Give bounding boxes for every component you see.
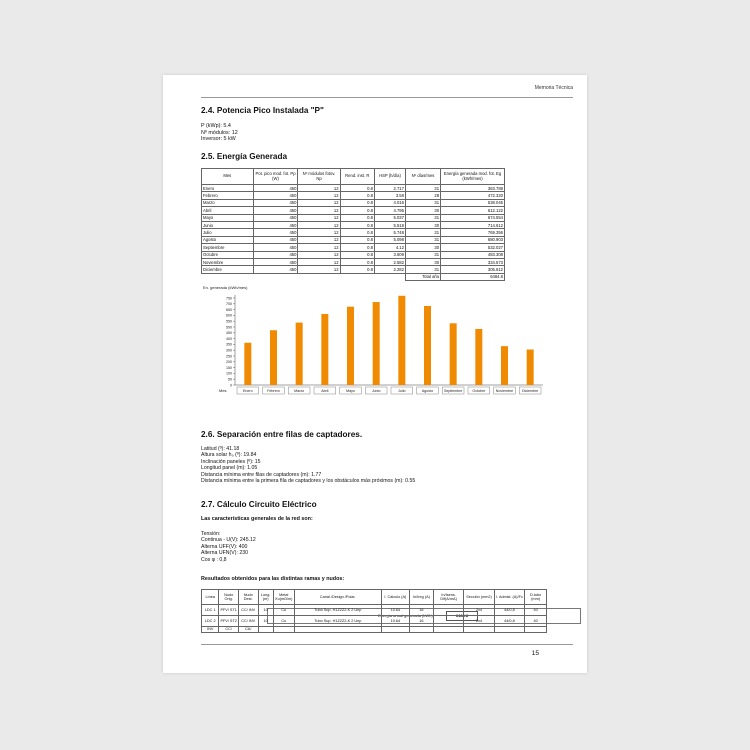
energy-table-cell: 450: [253, 251, 298, 258]
energy-table-cell: 305.612: [441, 266, 505, 273]
energy-table-cell: 680.903: [441, 236, 505, 243]
energy-table-cell: 12: [298, 244, 340, 251]
circuit-table-cell: [409, 627, 433, 633]
energy-table-cell: 12: [298, 258, 340, 265]
circuit-table-cell: CC/: [219, 627, 239, 633]
circuit-table-cell: [294, 627, 381, 633]
chart-bar: [450, 323, 457, 385]
power-line: P (kWp): 5.4: [201, 123, 231, 129]
energy-table-cell: 450: [253, 258, 298, 265]
x-tick-label: Junio: [371, 388, 381, 393]
y-tick-label: 400: [226, 336, 232, 341]
energy-table-cell: 31: [405, 266, 440, 273]
energy-table-cell: Mayo: [202, 214, 254, 221]
document-page: [163, 75, 587, 673]
circuit-table-header: Sección (mm2): [464, 590, 494, 605]
energy-table-cell: Diciembre: [202, 266, 254, 273]
energy-table-cell: 450: [253, 185, 298, 192]
energy-table-cell: 769.356: [441, 229, 505, 236]
x-tick-label: Marzo: [294, 388, 305, 393]
energy-table-row: [202, 244, 505, 251]
y-tick-label: 500: [226, 325, 232, 330]
energy-table-row: [202, 251, 505, 258]
x-tick-label: Enero: [243, 388, 253, 393]
y-tick-label: 0: [230, 383, 232, 388]
circuit-table-cell: [433, 616, 463, 627]
energy-table-cell: 12: [298, 207, 340, 214]
circuit-table-header: Metal Xu(mΩ/m): [273, 590, 294, 605]
chart-bar: [398, 296, 405, 385]
ac-uff-line: Alterna UFF(V): 400: [201, 543, 248, 550]
chart-bar: [270, 330, 277, 385]
energy-table-cell: Julio: [202, 229, 254, 236]
energy-table-cell: 12: [298, 192, 340, 199]
energy-table-cell: 450: [253, 192, 298, 199]
circuit-table-cell: [433, 627, 463, 633]
circuit-table-cell: 44/0,8: [494, 605, 524, 616]
energy-table-cell: 450: [253, 236, 298, 243]
y-tick-label: 250: [226, 354, 232, 359]
circuit-table-header: Nudo Orig.: [219, 590, 239, 605]
energy-table-cell: 12: [298, 214, 340, 221]
solar-height-line: Altura solar h₀ (º): 19.84: [201, 452, 257, 459]
circuit-table-header: In/Isens. Dif(A/mA): [433, 590, 463, 605]
y-tick-label: 550: [226, 319, 232, 324]
energy-table-row: [202, 221, 505, 228]
row-distance-line: Distancia mínima entre filas de captadores (m): 1.77: [201, 471, 322, 478]
chart-bar: [321, 314, 328, 385]
y-tick-label: 700: [226, 302, 232, 307]
energy-table-row: [202, 236, 505, 243]
section-2-5-title: 2.5. Energía Generada: [201, 152, 288, 161]
circuit-table-cell: [258, 627, 273, 633]
energy-table-header: Energía generada mod. fot. Eg (kWh/mes): [441, 169, 505, 185]
header-title: Memoria Técnica: [534, 85, 573, 91]
chart-bar: [475, 329, 482, 385]
energy-table-cell: Junio: [202, 221, 254, 228]
energy-table-cell: 12: [298, 199, 340, 206]
y-tick-label: 600: [226, 313, 232, 318]
page-header: [201, 85, 573, 98]
x-tick-label: Julio: [398, 388, 406, 393]
x-tick-label: Agosto: [421, 388, 434, 393]
energy-table-cell: 0.8: [340, 229, 374, 236]
circuit-table-cell: 16: [409, 616, 433, 627]
energy-table-cell: 4.795: [374, 207, 405, 214]
circuit-table-header: In/Ireg (A): [409, 590, 433, 605]
energy-table-cell: 2.582: [374, 258, 405, 265]
energy-table-cell: 5.748: [374, 229, 405, 236]
energy-table-cell: 0.8: [340, 251, 374, 258]
circuit-table-cell: 2x4: [464, 605, 494, 616]
circuit-table-cell: [494, 627, 524, 633]
dc-voltage-line: Continua - U(V): 245.12: [201, 537, 256, 544]
circuit-table-header: D.tubo (mm): [525, 590, 547, 605]
energy-table-cell: 538.045: [441, 199, 505, 206]
energy-table-header: Pot. pico mod. fot. Pp (W): [253, 169, 298, 185]
inverter-line: Inversor: 5 kW: [201, 136, 236, 143]
energy-table-cell: 450: [253, 229, 298, 236]
circuit-table-cell: LDC 2: [202, 616, 219, 627]
y-tick-label: 350: [226, 342, 232, 347]
energy-table-cell: 0.8: [340, 266, 374, 273]
energy-table-row: [202, 214, 505, 221]
chart-bar: [296, 323, 303, 385]
circuit-table-cell: 10: [258, 616, 273, 627]
results-title: Resultados obtenidos para las distintas ramas y nudos:: [201, 576, 345, 582]
energy-table-cell: Noviembre: [202, 258, 254, 265]
section-2-6-title: 2.6. Separación entre filas de captadores.: [201, 430, 363, 439]
circuit-table-cell: INV: [202, 627, 219, 633]
energy-table-cell: 363.788: [441, 185, 505, 192]
energy-table-cell: Octubre: [202, 251, 254, 258]
energy-table-header: Nº módulos fotov. Np: [298, 169, 340, 185]
circuit-table-cell: PFV/ ST1: [219, 605, 239, 616]
energy-table-cell: 0.8: [340, 185, 374, 192]
circuit-table-cell: Cu: [273, 616, 294, 627]
circuit-table-row: [202, 605, 547, 616]
energy-table-row: [202, 199, 505, 206]
network-subtitle: Las características generales de la red son:: [201, 516, 313, 522]
x-axis-label: Mes: [219, 387, 227, 393]
energy-table-cell: 0.8: [340, 236, 374, 243]
energy-table-header: Nº días/mes: [405, 169, 440, 185]
energy-table-cell: 5.037: [374, 214, 405, 221]
energy-table-cell: 12: [298, 221, 340, 228]
energy-table-cell: 450: [253, 199, 298, 206]
energy-table-row: [202, 258, 505, 265]
x-tick-label: Febrero: [267, 388, 280, 393]
energy-table-cell: 0.8: [340, 258, 374, 265]
energy-table-cell: 31: [405, 236, 440, 243]
energy-table-cell: 0.8: [340, 221, 374, 228]
energy-table-cell: Agosto: [202, 236, 254, 243]
circuit-table-header: Canal./Design./Polar.: [294, 590, 381, 605]
energy-table-row: [202, 185, 505, 192]
energy-table-cell: 31: [405, 214, 440, 221]
circuit-table-cell: LDC 1: [202, 605, 219, 616]
energy-table-cell: 12: [298, 229, 340, 236]
circuit-table-cell: [464, 627, 494, 633]
circuit-table-cell: Tubo Sup. H1Z2Z2-K 2 Unp: [294, 605, 381, 616]
energy-table-cell: 0.8: [340, 214, 374, 221]
energy-table-cell: 31: [405, 229, 440, 236]
x-tick-label: Septiembre: [443, 388, 463, 393]
circuit-table-cell: CA/: [238, 627, 258, 633]
energy-table-cell: 31: [405, 199, 440, 206]
energy-table-cell: 12: [298, 266, 340, 273]
circuit-table-cell: CC/ INV: [238, 605, 258, 616]
y-tick-label: 300: [226, 348, 232, 353]
energy-table-cell: 674.554: [441, 214, 505, 221]
circuit-table-cell: Tubo Sup. H1Z2Z2-K 2 Unp: [294, 616, 381, 627]
y-tick-label: 200: [226, 360, 232, 365]
y-tick-label: 50: [228, 377, 232, 382]
energy-table-cell: 0.8: [340, 192, 374, 199]
energy-table-cell: 4.016: [374, 199, 405, 206]
chart-bar: [527, 350, 534, 385]
section-2-4-body: [201, 123, 238, 143]
chart-bar: [373, 302, 380, 385]
network-body: [201, 531, 256, 563]
energy-table-cell: 0.8: [340, 207, 374, 214]
energy-table-cell: 0.8: [340, 199, 374, 206]
y-axis-label: En. generada (kWh/mes): [203, 285, 248, 290]
modules-line: Nº módulos: 12: [201, 129, 238, 136]
circuit-table-header: I. Cálculo (A): [381, 590, 409, 605]
energy-table-cell: 12: [298, 236, 340, 243]
energy-table-cell: 5.518: [374, 221, 405, 228]
energy-table-cell: 532.027: [441, 244, 505, 251]
circuit-results-table: [201, 589, 547, 633]
y-tick-label: 750: [226, 296, 232, 301]
y-tick-label: 450: [226, 331, 232, 336]
energy-table-cell: 31: [405, 185, 440, 192]
x-tick-label: Octubre: [472, 388, 486, 393]
energy-table-header: Mes: [202, 169, 254, 185]
energy-table-cell: 450: [253, 214, 298, 221]
energy-table-cell: 30: [405, 221, 440, 228]
energy-table-row: [202, 266, 505, 273]
energy-table-cell: 334.573: [441, 258, 505, 265]
energy-table-row: [202, 229, 505, 236]
annual-result-label: Energía anual generada (kWh):: [378, 613, 434, 618]
latitude-line: Latitud (º): 41.18: [201, 446, 240, 452]
chart-bar: [244, 343, 251, 385]
energy-table-cell: Febrero: [202, 192, 254, 199]
circuit-table-row: [202, 616, 547, 627]
energy-total-label: Total año: [405, 273, 440, 280]
y-tick-label: 650: [226, 307, 232, 312]
footer-line: [201, 644, 573, 645]
chart-bar: [501, 346, 508, 385]
circuit-table-cell: 40: [525, 616, 547, 627]
energy-table-cell: 3.58: [374, 192, 405, 199]
cos-phi-line: Cos φ : 0,8: [201, 556, 227, 563]
energy-chart-svg: [201, 282, 545, 422]
energy-table-cell: 30: [405, 207, 440, 214]
chart-bar: [347, 307, 354, 385]
energy-total-spacer: [202, 273, 406, 280]
energy-table-cell: Septiembre: [202, 244, 254, 251]
circuit-table-cell: [381, 627, 409, 633]
circuit-table-cell: 16: [409, 605, 433, 616]
energy-table-cell: 450: [253, 244, 298, 251]
energy-table-cell: 28: [405, 192, 440, 199]
energy-table-row: [202, 207, 505, 214]
section-2-4-title: 2.4. Potencia Pico Instalada "P": [201, 106, 324, 115]
chart-bar: [424, 306, 431, 385]
x-tick-label: Abril: [321, 388, 329, 393]
energy-table-cell: 450: [253, 266, 298, 273]
ac-ufn-line: Alterna UFN(V): 230: [201, 550, 248, 557]
x-tick-label: Mayo: [346, 388, 355, 393]
circuit-table-cell: 10.64: [381, 605, 409, 616]
energy-table: [201, 168, 505, 281]
circuit-table-header: Línea: [202, 590, 219, 605]
circuit-table-header: I. Admisi. (A)/Fc: [494, 590, 524, 605]
energy-table-cell: Enero: [202, 185, 254, 192]
energy-table-cell: 450: [253, 207, 298, 214]
energy-table-header: Rend. inst. R: [340, 169, 374, 185]
energy-table-cell: 472.320: [441, 192, 505, 199]
voltage-heading: Tensión:: [201, 531, 221, 537]
energy-table-header: HSP (h/día): [374, 169, 405, 185]
energy-table-cell: 450: [253, 221, 298, 228]
energy-table-cell: 0.8: [340, 244, 374, 251]
y-tick-label: 100: [226, 371, 232, 376]
annual-result-value: 6484.8: [446, 611, 478, 621]
page-number: 15: [531, 650, 539, 657]
energy-table-cell: 30: [405, 258, 440, 265]
circuit-table-cell: [525, 627, 547, 633]
energy-table-cell: 12: [298, 185, 340, 192]
circuit-table-cell: 10.64: [381, 616, 409, 627]
energy-table-cell: 30: [405, 244, 440, 251]
circuit-table-cell: 44/0,8: [494, 616, 524, 627]
energy-table-cell: 2.282: [374, 266, 405, 273]
energy-table-cell: 3.609: [374, 251, 405, 258]
x-tick-label: Diciembre: [522, 388, 539, 393]
energy-table-cell: 5.098: [374, 236, 405, 243]
energy-total-value: 6484.8: [441, 273, 505, 280]
circuit-table-header: Nudo Dest.: [238, 590, 258, 605]
energy-table-cell: 31: [405, 251, 440, 258]
obstacle-distance-line: Distancia mínima entre la primera fila de captadores y los obstáculos más próximos (m): 0.55: [201, 478, 416, 485]
circuit-table-cell: 2x4: [464, 616, 494, 627]
energy-table-cell: 714.612: [441, 221, 505, 228]
energy-table-row: [202, 192, 505, 199]
energy-table-cell: 612.122: [441, 207, 505, 214]
circuit-table-cell: 10: [258, 605, 273, 616]
energy-table-cell: Marzo: [202, 199, 254, 206]
energy-table-cell: 4.12: [374, 244, 405, 251]
circuit-table-cell: [433, 605, 463, 616]
y-tick-label: 150: [226, 365, 232, 370]
section-2-7-title: 2.7. Cálculo Circuito Eléctrico: [201, 500, 317, 509]
energy-table-cell: 12: [298, 251, 340, 258]
circuit-table-cell: Cu: [273, 605, 294, 616]
energy-table-cell: 483.308: [441, 251, 505, 258]
inclination-line: Inclinación paneles (º): 15: [201, 458, 261, 465]
circuit-table-row: [202, 627, 547, 633]
panel-length-line: Longitud panel (m): 1.05: [201, 465, 258, 472]
circuit-table-cell: PFV/ ST2: [219, 616, 239, 627]
circuit-table-cell: CC/ INV: [238, 616, 258, 627]
energy-table-cell: Abril: [202, 207, 254, 214]
energy-table-cell: 2.717: [374, 185, 405, 192]
energy-total-row: [202, 273, 505, 280]
section-2-6-body: [201, 446, 415, 484]
x-tick-label: Noviembre: [495, 388, 514, 393]
circuit-table-cell: [273, 627, 294, 633]
circuit-table-header: Long. (m): [258, 590, 273, 605]
circuit-table-cell: 40: [525, 605, 547, 616]
